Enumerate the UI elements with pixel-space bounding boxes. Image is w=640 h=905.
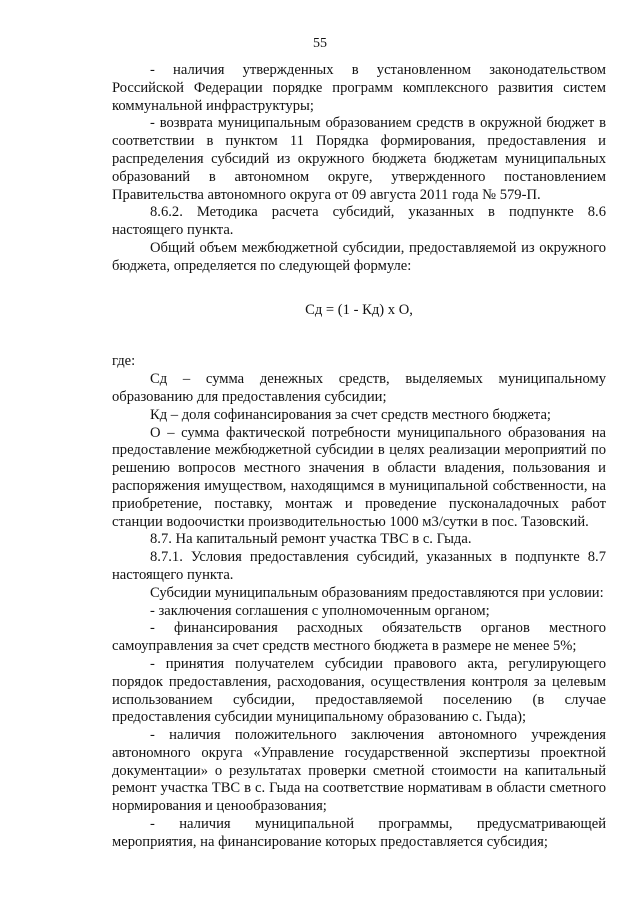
condition-program: - наличия муниципальной программы, предусматривающей мероприятия, на финансирование которых предоставляется субсидия; (112, 816, 606, 850)
condition-agreement: - заключения соглашения с уполномоченным органом; (150, 602, 490, 619)
formula-text: Сд = (1 - Кд) х О, (305, 301, 413, 318)
paragraph-4: Общий объем межбюджетной субсидии, предоставляемой из окружного бюджета, определяется по следующей формуле: (112, 239, 606, 274)
definition-o: О – сумма фактической потребности муниципального образования на предоставление межбюджетной субсидии в целях реализации мероприятий по решению вопросов местного значения в области владения, пользования и распоряжения имуществом, находящимся в муниципальной собственности, на приобретение, поставку, монтаж и проведение пусконаладочных работ станции водоочистки производительностью 1000 м3/сутки в пос. Тазовский. (112, 424, 606, 530)
where-label: где: (112, 353, 136, 370)
condition-expertise: - наличия положительного заключения автономного учреждения автономного округа «Управление государственной экспертизы проектной документации» о результатах проверки сметной стоимости на капитальный ремонт участка ТВС в с. Гыда на соответствие нормативам в области сметного нормирования и ценообразования; (112, 727, 606, 815)
section-8-7-1: 8.7.1. Условия предоставления субсидий, указанных в подпункте 8.7 настоящего пункта. (112, 549, 606, 583)
section-8-7: 8.7. На капитальный ремонт участка ТВС в с. Гыда. (150, 531, 472, 548)
page-number: 55 (313, 36, 327, 51)
conditions-intro: Субсидии муниципальным образованиям предоставляются при условии: (150, 584, 604, 601)
condition-legal-act: - принятия получателем субсидии правового акта, регулирующего порядок предоставления, расходования, осуществления контроля за целевым использованием субсидии, предоставляемой поселению (в случае предоставления субсидии муниципальному образованию с. Гыда); (112, 655, 606, 726)
paragraph-1: - наличия утвержденных в установленном законодательством Российской Федерации порядке программ комплексного развития систем коммунальной инфраструктуры; (112, 62, 606, 114)
paragraph-2: - возврата муниципальным образованием средств в окружной бюджет в соответствии в пунктом 11 Порядка формирования, предоставления и распределения субсидий из окружного бюджета бюджетам муниципальных образований в автономном округе, утвержденного постановлением Правительства автономного округа от 09 августа 2011 года № 579-П. (112, 115, 606, 203)
condition-financing: - финансирования расходных обязательств органов местного самоуправления за счет средств местного бюджета в размере не менее 5%; (112, 620, 606, 655)
definition-sd: Сд – сумма денежных средств, выделяемых муниципальному образованию для предоставления субсидии; (112, 371, 606, 405)
formula (112, 302, 606, 320)
definition-kd: Кд – доля софинансирования за счет средств местного бюджета; (150, 406, 551, 423)
page-content (112, 62, 606, 852)
paragraph-3: 8.6.2. Методика расчета субсидий, указанных в подпункте 8.6 настоящего пункта. (112, 204, 606, 239)
